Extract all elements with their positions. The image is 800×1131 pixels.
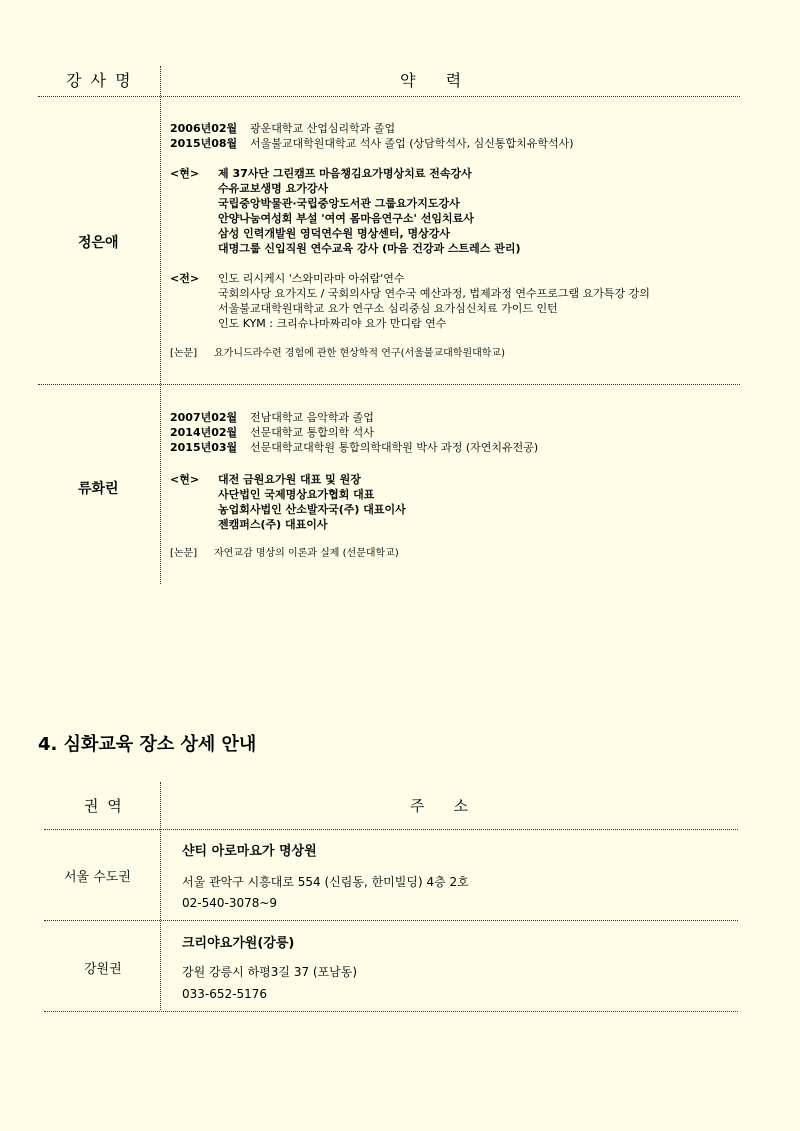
education-item: 2015년03월 선문대학교대학원 통합의학대학원 박사 과정 (자연치유전공)	[170, 441, 539, 454]
current-position: 수유교보생명 요가강사	[218, 182, 329, 195]
header-career: 약 력	[400, 71, 464, 90]
current-position: 젠캠퍼스(주) 대표이사	[218, 518, 328, 531]
phone: 033-652-5176	[182, 987, 268, 1001]
phone: 02-540-3078~9	[182, 896, 278, 910]
column-divider	[160, 66, 161, 584]
row-divider	[44, 920, 738, 921]
education-item: 2014년02월 선문대학교 통합의학 석사	[170, 426, 374, 439]
current-position: 안양나눔여성회 부설 '여여 몸마음연구소' 선임치료사	[218, 212, 474, 225]
current-position: 삼성 인력개발원 영덕연수원 명상센터, 명상강사	[218, 227, 451, 240]
former-position: 국회의사당 요가지도 / 국회의사당 연수국 예산과정, 법제과정 연수프로그램 요가특강 강의	[218, 287, 650, 300]
education-item: 2006년02월 광운대학교 산업심리학과 졸업	[170, 122, 396, 135]
current-position: <현> 제 37사단 그린캠프 마음챙김요가명상치료 전속강사	[170, 167, 472, 180]
header-instructor-name: 강 사 명	[66, 71, 133, 90]
column-divider	[160, 782, 161, 1010]
place-name: 샨티 아로마요가 명상원	[182, 844, 317, 859]
current-position: 대명그룹 신입직원 연수교육 강사 (마음 건강과 스트레스 관리)	[218, 242, 521, 255]
education-item: 2015년08월 서울불교대학원대학교 석사 졸업 (상담학석사, 심신통합치유학석사)	[170, 137, 574, 150]
header-region: 권 역	[84, 797, 124, 815]
address: 서울 관악구 시흥대로 554 (신림동, 한미빌딩) 4층 2호	[182, 875, 469, 889]
current-position: 국립중앙박물관·국립중앙도서관 그룹요가지도강사	[218, 197, 460, 210]
instructor-name: 류화린	[78, 481, 119, 497]
current-position: 사단법인 국제명상요가협회 대표	[218, 488, 375, 501]
paper: [논문] 요가니드라수련 경험에 관한 현상학적 연구(서울불교대학원대학교)	[170, 348, 505, 359]
table-bottom-divider	[44, 1011, 738, 1012]
place-name: 크리야요가원(강릉)	[182, 936, 295, 951]
header-divider	[44, 829, 738, 830]
paper: [논문] 자연교감 명상의 이론과 실제 (선문대학교)	[170, 548, 399, 559]
header-divider	[38, 96, 740, 97]
region-label: 서울 수도권	[64, 870, 131, 885]
former-position: 서울불교대학원대학교 요가 연구소 심리중심 요가심신치료 가이드 인턴	[218, 302, 558, 315]
current-position: 농업회사법인 산소발자국(주) 대표이사	[218, 503, 406, 516]
region-label: 강원권	[84, 962, 122, 977]
former-position: <전> 인도 리시케시 '스와미라마 아쉬람'연수	[170, 272, 405, 285]
former-position: 인도 KYM : 크리슈나마짜리야 요가 만디람 연수	[218, 317, 447, 330]
section-title: 4. 심화교육 장소 상세 안내	[38, 734, 257, 755]
address: 강원 강릉시 하평3길 37 (포남동)	[182, 965, 358, 979]
current-position: <현> 대전 금원요가원 대표 및 원장	[170, 473, 361, 486]
header-address: 주 소	[410, 797, 471, 815]
instructor-name: 정은애	[78, 235, 119, 251]
row-divider	[38, 384, 740, 385]
education-item: 2007년02월 전남대학교 음악학과 졸업	[170, 411, 374, 424]
